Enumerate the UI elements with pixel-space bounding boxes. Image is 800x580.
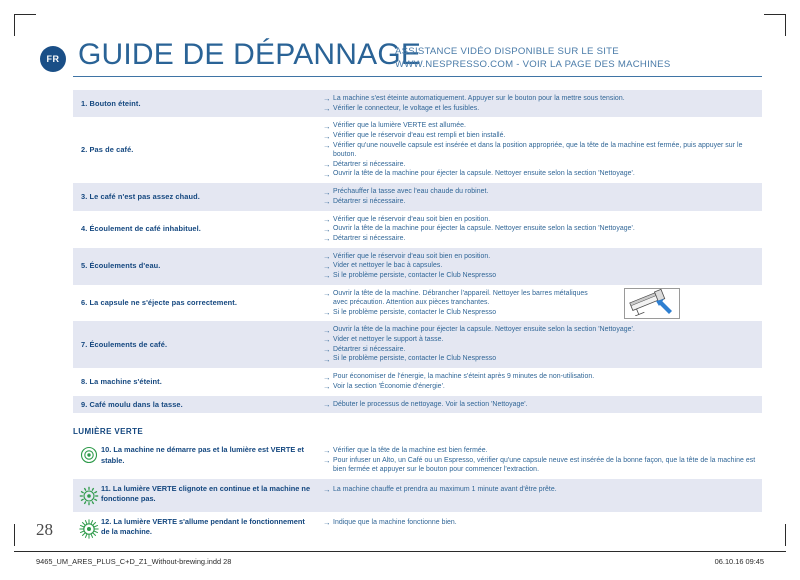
crop-mark-top-right-v — [785, 14, 786, 36]
solution-text: Si le problème persiste, contacter le Club Nespresso — [333, 272, 497, 280]
problem-number: 4. — [81, 224, 88, 234]
green-state-number: 12. — [101, 516, 112, 526]
green-solution-cell — [319, 440, 762, 479]
crop-mark-top-right-h — [764, 14, 786, 15]
problem-text — [81, 377, 162, 387]
solution-item — [323, 485, 760, 494]
green-solution-cell — [319, 512, 762, 545]
crop-mark-top-left-v — [14, 14, 15, 36]
table-row — [73, 368, 762, 395]
solution-text: Pour infuser un Alto, un Café ou un Espresso, vérifier qu'une capsule neuve est insérée de la bonne façon, que la tête de la machine est bien fermée et appuyer sur le bouton pour commencer l'extraction. — [333, 456, 756, 473]
assistance-line-1: ASSISTANCE VIDÉO DISPONIBLE SUR LE SITE — [395, 46, 619, 57]
problem-cell — [73, 285, 319, 322]
table-row — [73, 211, 762, 248]
solution-item — [323, 308, 760, 317]
table-row — [73, 396, 762, 414]
solution-text: Voir la section 'Économie d'énergie'. — [333, 382, 445, 390]
arrow-bullet-icon: → — [323, 234, 331, 244]
arrow-bullet-icon: → — [323, 345, 331, 355]
problem-text — [81, 145, 133, 155]
page-title: GUIDE DE DÉPANNAGE — [78, 38, 422, 71]
troubleshooting-table — [73, 90, 762, 413]
arrow-bullet-icon: → — [323, 214, 331, 224]
solution-item — [323, 518, 760, 527]
problem-label: Café moulu dans la tasse. — [87, 399, 183, 409]
solution-item — [323, 187, 760, 196]
header-divider — [73, 76, 762, 77]
solution-text: Vider et nettoyer le bac à capsules. — [333, 262, 443, 270]
arrow-bullet-icon: → — [323, 160, 331, 170]
problem-number: 1. — [81, 98, 88, 108]
arrow-bullet-icon: → — [323, 271, 331, 281]
arrow-bullet-icon: → — [323, 354, 331, 364]
green-state-text — [101, 484, 311, 505]
green-state-text — [101, 445, 311, 466]
problem-label: Le café n'est pas assez chaud. — [87, 192, 200, 202]
footer-divider — [14, 551, 786, 552]
solution-item — [323, 234, 760, 243]
solution-text: Pour économiser de l'énergie, la machine s'éteint après 9 minutes de non-utilisation. — [333, 373, 595, 381]
arrow-bullet-icon: → — [323, 252, 331, 262]
problem-cell — [73, 117, 319, 183]
arrow-bullet-icon: → — [323, 121, 331, 131]
footer-file-name: 9465_UM_ARES_PLUS_C+D_Z1_Without-brewing.indd 28 — [36, 557, 232, 566]
arrow-bullet-icon: → — [323, 325, 331, 335]
green-light-row — [73, 512, 762, 545]
solution-item — [323, 141, 760, 159]
problem-label: Bouton éteint. — [87, 98, 141, 108]
green-state-label: La lumière VERTE s'allume pendant le fonctionnement de la machine. — [101, 516, 305, 537]
green-light-heading: LUMIÈRE VERTE — [73, 427, 144, 436]
problem-number: 3. — [81, 192, 88, 202]
solution-text: Vider et nettoyer le support à tasse. — [333, 336, 444, 344]
solution-text: Débuter le processus de nettoyage. Voir la section 'Nettoyage'. — [333, 400, 528, 408]
solution-item — [323, 197, 760, 206]
problem-text — [81, 340, 167, 350]
problem-text — [81, 298, 237, 308]
solution-item — [323, 169, 760, 178]
problem-label: Pas de café. — [87, 145, 134, 155]
solution-text: Vérifier qu'une nouvelle capsule est insérée et dans la position appropriée, que la tête de la machine est fermée, puis appuyer sur le bouton. — [333, 141, 743, 159]
arrow-bullet-icon: → — [323, 224, 331, 234]
problem-cell — [73, 183, 319, 210]
solution-item — [323, 345, 760, 354]
table-row — [73, 285, 762, 322]
glowing-green-light-icon — [77, 517, 101, 540]
solution-text: Vérifier que le réservoir d'eau soit bien en position. — [333, 252, 491, 260]
arrow-bullet-icon: → — [323, 399, 331, 409]
solution-item — [323, 252, 760, 261]
green-state-label: La lumière VERTE clignote en continue et la machine ne fonctionne pas. — [101, 483, 311, 504]
solution-cell — [319, 321, 762, 368]
green-state-cell — [73, 512, 319, 545]
solution-text: La machine chauffe et prendra au maximum 1 minute avant d'être prête. — [333, 485, 557, 493]
problem-label: La capsule ne s'éjecte pas correctement. — [87, 298, 238, 308]
solution-cell — [319, 368, 762, 395]
solution-text: Ouvrir la tête de la machine pour éjecter la capsule. Nettoyer ensuite selon la section 'Nettoyage'. — [333, 170, 635, 178]
solution-item — [323, 261, 760, 270]
green-state-number: 10. — [101, 445, 112, 454]
arrow-bullet-icon: → — [323, 372, 331, 382]
arrow-bullet-icon: → — [323, 104, 331, 114]
solution-item — [323, 271, 760, 280]
solution-text: Détartrer si nécessaire. — [333, 197, 406, 205]
assistance-note — [395, 46, 670, 71]
solution-text: Détartrer si nécessaire. — [333, 234, 406, 242]
arrow-bullet-icon: → — [323, 141, 331, 151]
problem-number: 6. — [81, 298, 88, 308]
solution-text: Vérifier que la tête de la machine est bien fermée. — [333, 447, 488, 454]
solution-cell — [319, 90, 762, 117]
solution-cell — [319, 117, 762, 183]
solution-item — [323, 372, 760, 381]
problem-cell — [73, 248, 319, 285]
arrow-bullet-icon: → — [323, 518, 331, 527]
problem-cell — [73, 211, 319, 248]
green-light-row — [73, 479, 762, 512]
solution-item — [323, 94, 760, 103]
crop-mark-bottom-left-v — [14, 524, 15, 546]
arrow-bullet-icon: → — [323, 308, 331, 318]
arrow-bullet-icon: → — [323, 289, 331, 299]
solution-item — [323, 289, 588, 307]
solution-cell — [319, 285, 762, 322]
green-light-row — [73, 440, 762, 479]
problem-number: 7. — [81, 339, 88, 349]
arrow-bullet-icon: → — [323, 261, 331, 271]
solution-text: Ouvrir la tête de la machine pour éjecter la capsule. Nettoyer ensuite selon la section 'Nettoyage'. — [333, 326, 635, 334]
table-row — [73, 321, 762, 368]
problem-label: Écoulements de café. — [87, 339, 168, 349]
solution-cell — [319, 211, 762, 248]
steady-green-light-icon — [77, 445, 101, 464]
solution-item — [323, 456, 760, 474]
solution-item — [323, 160, 760, 169]
problem-label: La machine s'éteint. — [87, 377, 162, 387]
arrow-bullet-icon: → — [323, 485, 331, 494]
arrow-bullet-icon: → — [323, 382, 331, 392]
problem-label: Écoulements d'eau. — [87, 261, 161, 271]
problem-text — [81, 192, 200, 202]
problem-text — [81, 224, 201, 234]
arrow-bullet-icon: → — [323, 187, 331, 197]
solution-item — [323, 224, 760, 233]
solution-text: Préchauffer la tasse avec l'eau chaude du robinet. — [333, 188, 489, 196]
green-state-number: 11. — [101, 483, 111, 493]
solution-text: Ouvrir la tête de la machine. Débrancher l'appareil. Nettoyer les barres métaliques avec précaution. Attention aux pièces tranchantes. — [333, 289, 588, 306]
language-badge: FR — [40, 46, 66, 72]
solution-text: Ouvrir la tête de la machine pour éjecter la capsule. Nettoyer ensuite selon la section 'Nettoyage'. — [333, 225, 635, 233]
solution-item — [323, 121, 760, 130]
solution-item — [323, 446, 760, 455]
table-row — [73, 248, 762, 285]
crop-mark-top-left-h — [14, 14, 36, 15]
problem-cell — [73, 368, 319, 395]
arrow-bullet-icon: → — [323, 446, 331, 456]
solution-cell — [319, 183, 762, 210]
solution-item — [323, 354, 760, 363]
solution-item — [323, 131, 760, 140]
solution-text: Détartrer si nécessaire. — [333, 160, 406, 168]
arrow-bullet-icon: → — [323, 456, 331, 466]
problem-number: 5. — [81, 261, 88, 271]
green-state-label: La machine ne démarre pas et la lumière est VERTE et stable. — [101, 445, 304, 465]
table-row — [73, 117, 762, 183]
table-row — [73, 183, 762, 210]
solution-item — [323, 335, 760, 344]
arrow-bullet-icon: → — [323, 335, 331, 345]
solution-item — [323, 400, 760, 409]
page-number: 28 — [36, 520, 53, 539]
arrow-bullet-icon: → — [323, 197, 331, 207]
solution-text: Si le problème persiste, contacter le Club Nespresso — [333, 355, 497, 363]
problem-number: 8. — [81, 377, 88, 387]
solution-cell — [319, 396, 762, 414]
problem-number: 9. — [81, 399, 88, 409]
solution-text: Détartrer si nécessaire. — [333, 345, 406, 353]
page-header — [40, 38, 762, 80]
solution-cell — [319, 248, 762, 285]
green-state-text — [101, 517, 311, 538]
footer-timestamp: 06.10.16 09:45 — [714, 557, 764, 566]
solution-text: Vérifier que le réservoir d'eau est rempli et bien installé. — [333, 132, 506, 140]
table-row — [73, 90, 762, 117]
green-state-cell — [73, 440, 319, 479]
solution-text: Vérifier que le réservoir d'eau soit bien en position. — [333, 215, 491, 223]
problem-text — [81, 261, 160, 271]
problem-text — [81, 400, 183, 410]
arrow-bullet-icon: → — [323, 169, 331, 179]
solution-text: Vérifier que la lumière VERTE est allumée. — [333, 122, 466, 130]
problem-text — [81, 99, 141, 109]
problem-cell — [73, 90, 319, 117]
solution-text: La machine s'est éteinte automatiquement. Appuyer sur le bouton pour la mettre sous tension. — [333, 95, 625, 102]
problem-number: 2. — [81, 145, 88, 155]
solution-item — [323, 382, 760, 391]
problem-label: Écoulement de café inhabituel. — [87, 224, 201, 234]
assistance-line-2: WWW.NESPRESSO.COM - VOIR LA PAGE DES MACHINES — [395, 58, 671, 70]
machine-head-cleaning-illustration — [624, 288, 680, 319]
crop-mark-bottom-right-v — [785, 524, 786, 546]
solution-text: Indique que la machine fonctionne bien. — [333, 518, 457, 526]
solution-item — [323, 104, 760, 113]
problem-cell — [73, 321, 319, 368]
blinking-green-light-icon — [77, 484, 101, 507]
green-state-cell — [73, 479, 319, 512]
problem-cell — [73, 396, 319, 414]
arrow-bullet-icon: → — [323, 94, 331, 104]
solution-text: Si le problème persiste, contacter le Club Nespresso — [333, 308, 497, 316]
green-solution-cell — [319, 479, 762, 512]
solution-text: Vérifier le connecteur, le voltage et les fusibles. — [333, 104, 480, 112]
arrow-bullet-icon: → — [323, 131, 331, 141]
solution-item — [323, 215, 760, 224]
solution-item — [323, 325, 760, 334]
green-light-table — [73, 440, 762, 545]
